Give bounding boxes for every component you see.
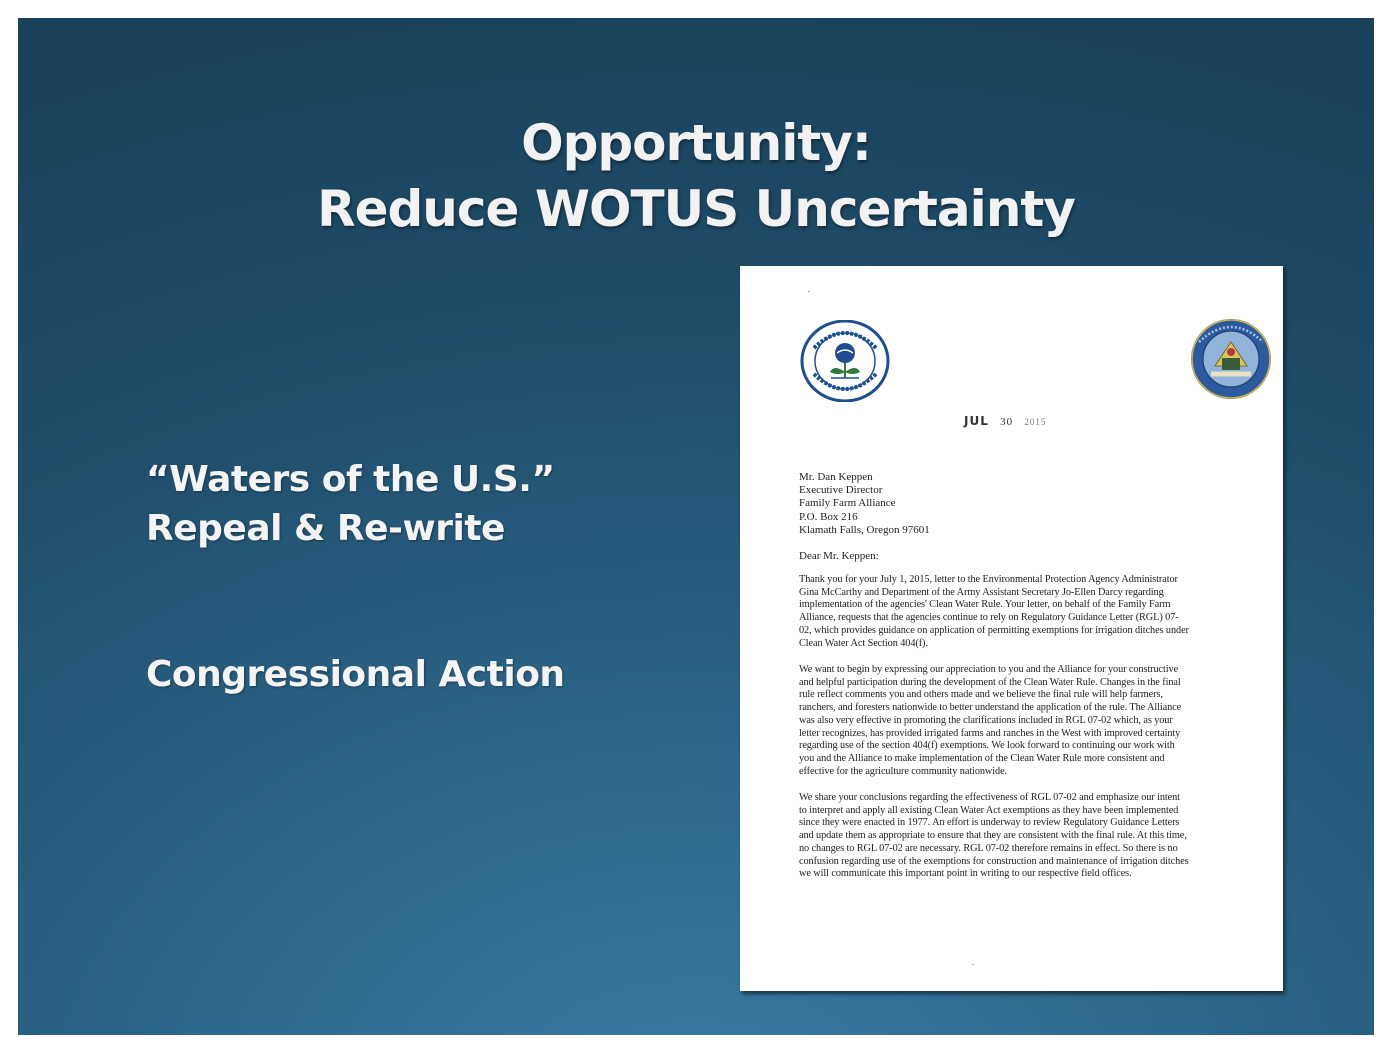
letter-paragraph-2: We want to begin by expressing our appreciation to you and the Alliance for your constructive and helpful participation during the development of the Clean Water Rule. Changes in the final rule reflect comments you and others made and we believe the final rule will help farmers, ranchers, and foresters nationwide to better understand the application of the rule. The Alliance was also very effective in promoting the clarifications included in RGL 07-02 which, as your letter recognizes, has provided irrigated farms and ranches in the West with improved certainty regarding use of the section 404(f) exemptions. We look forward to continuing our work with you and the Alliance to make implementation of the Clean Water Rule more consistent and effective for the agriculture community nationwide. <box>799 664 1182 777</box>
title-line-2: Reduce WOTUS Uncertainty <box>317 180 1075 238</box>
date-month: JUL <box>964 414 989 428</box>
bullet-wotus <box>146 455 555 553</box>
scan-speck <box>808 291 810 292</box>
letter-date <box>964 414 1046 428</box>
letter-image <box>740 266 1283 991</box>
slide-title <box>18 110 1374 242</box>
address-line-4: P.O. Box 216 <box>799 510 858 523</box>
epa-seal-icon <box>800 320 890 402</box>
salutation: Dear Mr. Keppen: <box>799 550 879 562</box>
bullet-wotus-line-1: “Waters of the U.S.” <box>146 459 555 500</box>
date-year: 2015 <box>1024 417 1047 427</box>
slide <box>18 18 1374 1035</box>
scan-speck <box>972 964 974 965</box>
title-line-1: Opportunity: <box>521 114 871 172</box>
address-line-3: Family Farm Alliance <box>799 497 896 510</box>
address-line-2: Executive Director <box>799 484 883 497</box>
date-day: 30 <box>1000 416 1014 428</box>
letter-paragraph-1: Thank you for your July 1, 2015, letter to the Environmental Protection Agency Administrator Gina McCarthy and Department of the Army Assistant Secretary Jo-Ellen Darcy regarding implementation of the agencies' Clean Water Rule. Your letter, on behalf of the Family Farm Alliance, requests that the agencies continue to rely on Regulatory Guidance Letter (RGL) 07- 02, which provides guidance on application of permitting exemptions for irrigation ditches under Clean Water Act Section 404(f). <box>799 574 1189 649</box>
army-seal-icon <box>1189 318 1273 400</box>
letter-paragraph-3: We share your conclusions regarding the effectiveness of RGL 07-02 and emphasize our intent to interpret and apply all existing Clean Water Act exemptions as they have been implemented since they were enacted in 1977. An effort is underway to review Regulatory Guidance Letters and update them as appropriate to ensure that they are consistent with the final rule. At this time, no changes to RGL 07-02 are necessary. RGL 07-02 therefore remains in effect. So there is no confusion regarding use of the exemptions for construction and maintenance of irrigation ditches we will communicate this important point in writing to our respective field offices. <box>799 792 1189 880</box>
bullet-congressional-action: Congressional Action <box>146 654 565 695</box>
address-line-5: Klamath Falls, Oregon 97601 <box>799 523 930 536</box>
bullet-wotus-line-2: Repeal & Re-write <box>146 508 505 549</box>
recipient-address <box>799 471 930 537</box>
address-line-1: Mr. Dan Keppen <box>799 471 873 483</box>
